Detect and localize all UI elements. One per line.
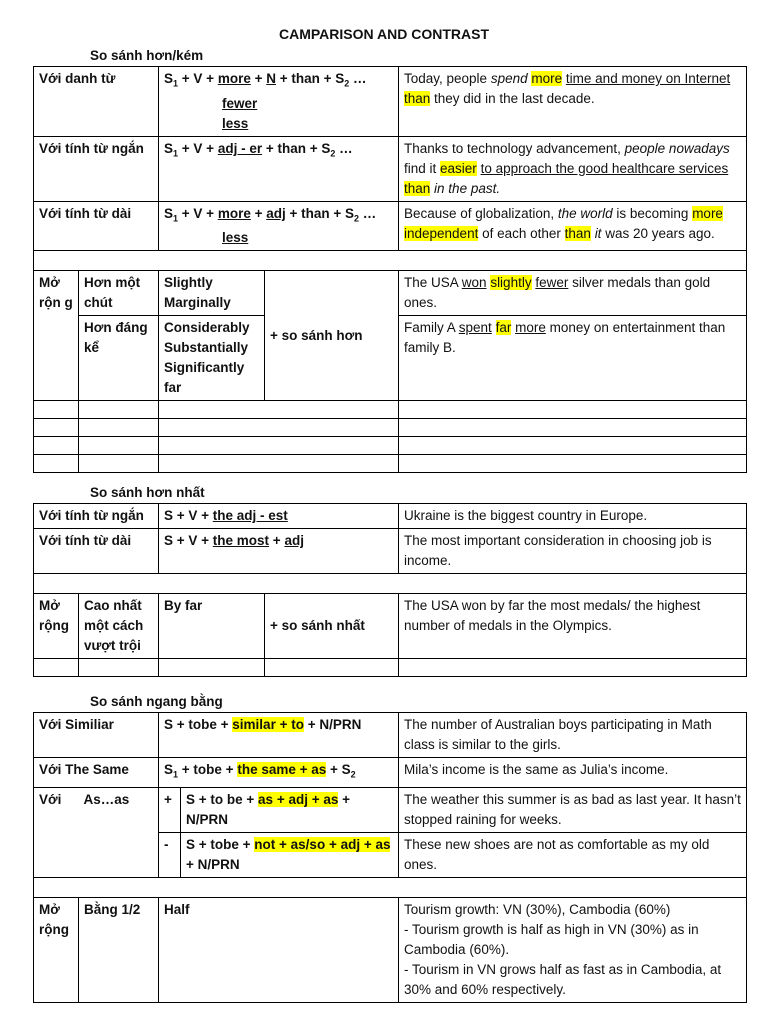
ext-words: Slightly Marginally <box>159 271 265 316</box>
formula-cell: S + tobe + not + as/so + adj + as + N/PRN <box>181 832 399 877</box>
example-cell: The weather this summer is as bad as last year. It hasn’t stopped raining for weeks. <box>399 787 747 832</box>
formula-cell: $S_1$ + tobe + the same + as + $S_2$ <box>159 758 399 788</box>
superlative-table <box>33 503 747 677</box>
empty-row <box>34 437 747 455</box>
example-cell: Family A spent far more money on entertainment than family B. <box>399 316 747 401</box>
ext-label: Mở rộng <box>34 897 79 1002</box>
table-row <box>34 529 747 574</box>
example-cell: Mila’s income is the same as Julia’s income. <box>399 758 747 788</box>
example-cell: The USA won by far the most medals/ the highest number of medals in the Olympics. <box>399 594 747 659</box>
row-label: Với The Same <box>34 758 159 788</box>
ext-sub-label: Hơn đáng kể <box>79 316 159 401</box>
ext-word: Half <box>159 897 399 1002</box>
formula-cell: $S_1 + V$ + more + adj + than + $S_2$ … less <box>159 201 399 251</box>
ext-words: Considerably Substantially Significantly far <box>159 316 265 401</box>
spacer-row <box>34 877 747 897</box>
row-label: Với <box>34 787 79 877</box>
example-cell: These new shoes are not as comfortable as my old ones. <box>399 832 747 877</box>
ext-plus: + so sánh nhất <box>265 594 399 659</box>
row-label: Với tính từ ngắn <box>34 504 159 529</box>
row-label: Với tính từ ngắn <box>34 136 159 201</box>
table-row <box>34 67 747 137</box>
table-row <box>34 271 747 316</box>
empty-row <box>34 455 747 473</box>
formula-cell: $S_1 + V$ + adj - er + than + $S_2$ … <box>159 136 399 201</box>
example-cell: The USA won slightly fewer silver medals than gold ones. <box>399 271 747 316</box>
empty-row <box>34 419 747 437</box>
row-label: Với danh từ <box>34 67 159 137</box>
table-row <box>34 504 747 529</box>
ext-word: By far <box>159 594 265 659</box>
formula-cell: S + tobe + similar + to + N/PRN <box>159 713 399 758</box>
equality-table <box>33 712 747 1003</box>
comparative-table <box>33 66 747 473</box>
row-label: Với Similiar <box>34 713 159 758</box>
table-row <box>34 201 747 251</box>
section-heading-superlative: So sánh hơn nhất <box>90 485 205 500</box>
section-heading-comparative: So sánh hơn/kém <box>90 48 204 63</box>
example-cell: The number of Australian boys participating in Math class is similar to the girls. <box>399 713 747 758</box>
table-row <box>34 787 747 832</box>
row-label-asas: As…as <box>79 787 159 877</box>
row-label: Với tính từ dài <box>34 529 159 574</box>
spacer-row <box>34 574 747 594</box>
table-row <box>34 758 747 788</box>
example-cell: Thanks to technology advancement, people nowadays find it easier to approach the good healthcare services than in the past. <box>399 136 747 201</box>
example-cell: Because of globalization, the world is becoming more independent of each other than it was 20 years ago. <box>399 201 747 251</box>
empty-row <box>34 401 747 419</box>
formula-cell: S + to be + as + adj + as + N/PRN <box>181 787 399 832</box>
ext-sub-label: Cao nhất một cách vượt trội <box>79 594 159 659</box>
table-row <box>34 136 747 201</box>
section-heading-equality: So sánh ngang bằng <box>90 694 223 709</box>
formula-cell: $S_1 + V$ + more + N + than + $S_2$ … fewer less <box>159 67 399 137</box>
minus-sign: - <box>159 832 181 877</box>
example-cell: The most important consideration in choosing job is income. <box>399 529 747 574</box>
formula-cell: S + V + the adj - est <box>159 504 399 529</box>
ext-label: Mở rộn g <box>34 271 79 401</box>
example-cell: Today, people spend more time and money on Internet than they did in the last decade. <box>399 67 747 137</box>
table-row <box>34 594 747 659</box>
plus-sign: + <box>159 787 181 832</box>
document-title: CAMPARISON AND CONTRAST <box>279 26 489 42</box>
ext-sub-label: Hơn một chút <box>79 271 159 316</box>
table-row <box>34 897 747 1002</box>
ext-label: Mở rộng <box>34 594 79 659</box>
example-cell: Tourism growth: VN (30%), Cambodia (60%) - Tourism growth is half as high in VN (30%) as in Cambodia (60%). - Tourism in VN grows half as fast as in Cambodia, at 30% and 60% respectively. <box>399 897 747 1002</box>
table-row <box>34 713 747 758</box>
ext-plus: + so sánh hơn <box>265 271 399 401</box>
empty-row <box>34 659 747 677</box>
formula-cell: S + V + the most + adj <box>159 529 399 574</box>
spacer-row <box>34 251 747 271</box>
example-cell: Ukraine is the biggest country in Europe. <box>399 504 747 529</box>
row-label: Với tính từ dài <box>34 201 159 251</box>
ext-sub-label: Bằng 1/2 <box>79 897 159 1002</box>
